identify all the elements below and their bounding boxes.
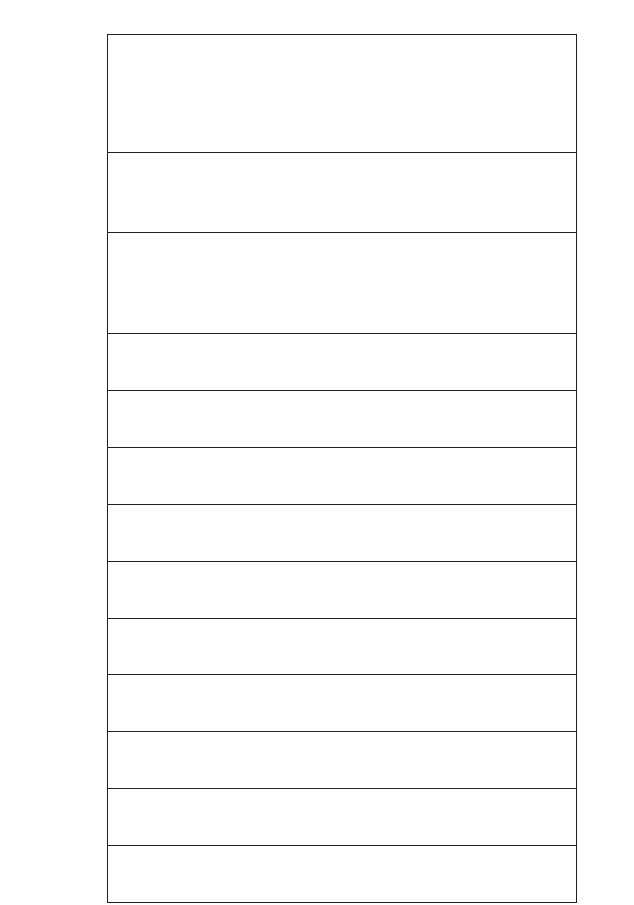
header-cell: [108, 391, 577, 448]
header-cell: [108, 732, 577, 789]
header-cell: [108, 504, 577, 561]
header-cell: [108, 35, 577, 153]
header-cell: [108, 675, 577, 732]
header-cell: [108, 789, 577, 846]
rotated-table-wrapper: [107, 34, 577, 903]
header-cell: [108, 561, 577, 618]
header-cell: [108, 448, 577, 505]
header-cell: [108, 233, 577, 334]
header-cell: [108, 618, 577, 675]
header-cell: [108, 334, 577, 391]
header-cell: [108, 846, 577, 903]
header-cell: [108, 153, 577, 233]
header-row: [108, 35, 577, 903]
budget-table: [107, 34, 577, 903]
